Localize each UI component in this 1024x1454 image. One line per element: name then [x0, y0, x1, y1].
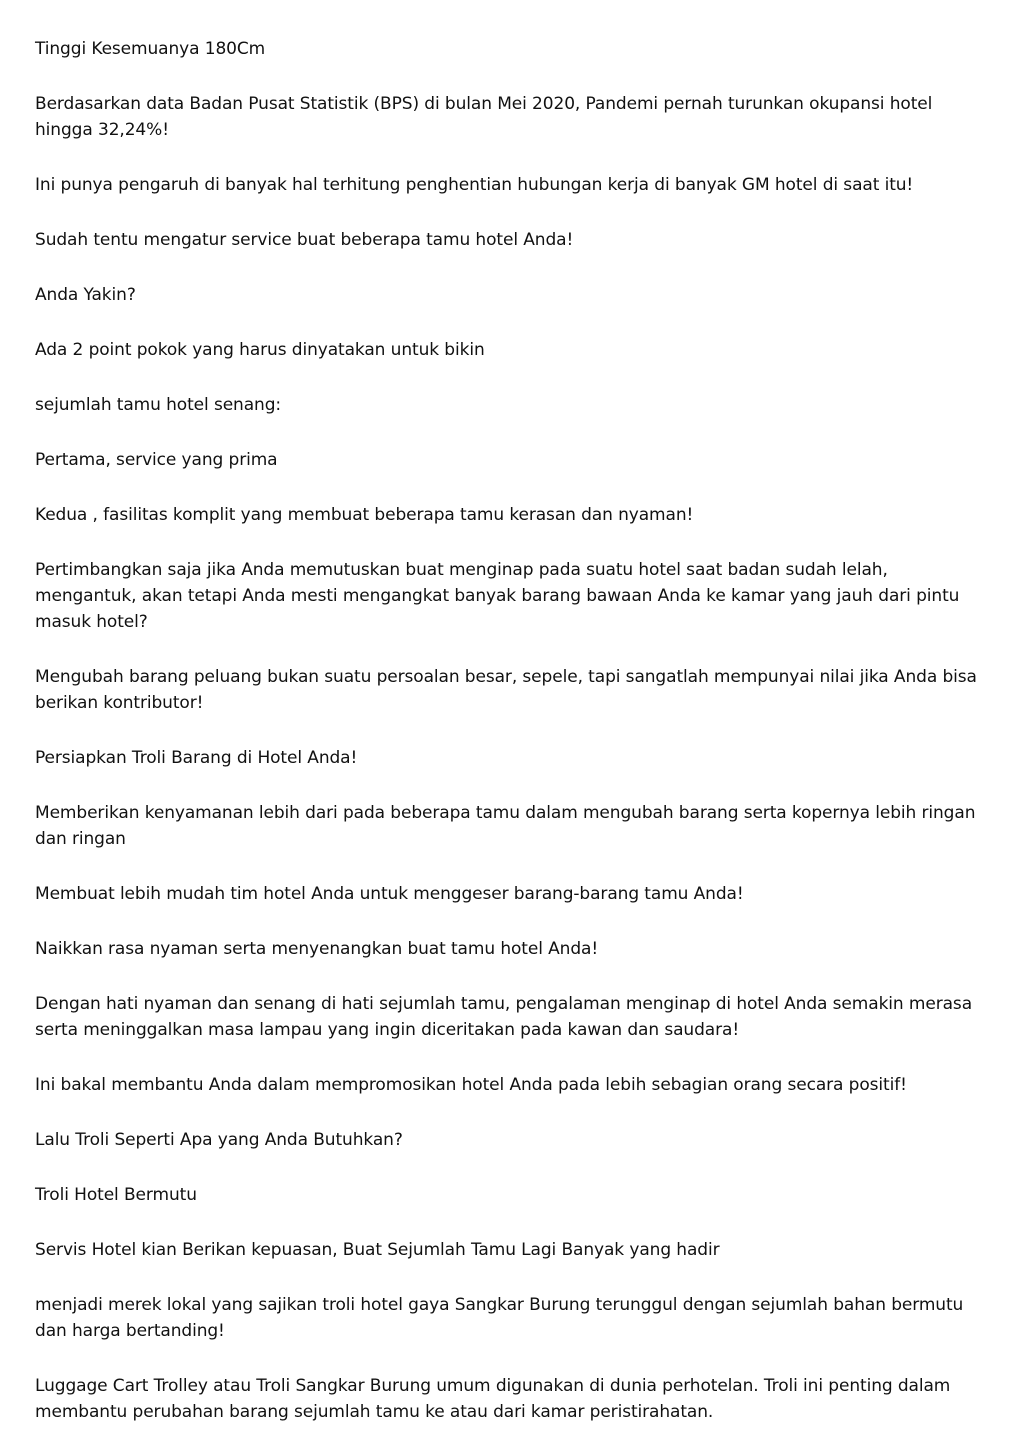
paragraph: menjadi merek lokal yang sajikan troli hotel gaya Sangkar Burung terunggul dengan sejumlah bahan bermutu dan harga bertanding! [35, 1295, 964, 1341]
paragraph: Persiapkan Troli Barang di Hotel Anda! [35, 748, 358, 768]
paragraph: Berdasarkan data Badan Pusat Statistik (BPS) di bulan Mei 2020, Pandemi pernah turunkan okupansi hotel hingga 32,24%! [35, 94, 933, 140]
paragraph: Naikkan rasa nyaman serta menyenangkan buat tamu hotel Anda! [35, 939, 599, 959]
paragraph: Kedua , fasilitas komplit yang membuat beberapa tamu kerasan dan nyaman! [35, 505, 694, 525]
paragraph: Sudah tentu mengatur service buat beberapa tamu hotel Anda! [35, 230, 574, 250]
paragraph: Tinggi Kesemuanya 180Cm [35, 39, 266, 59]
paragraph: Servis Hotel kian Berikan kepuasan, Buat Sejumlah Tamu Lagi Banyak yang hadir [35, 1240, 720, 1260]
paragraph: Ada 2 point pokok yang harus dinyatakan untuk bikin [35, 340, 485, 360]
paragraph: Dengan hati nyaman dan senang di hati sejumlah tamu, pengalaman menginap di hotel Anda semakin merasa serta meninggalkan masa lampau yang ingin diceritakan pada kawan dan saudara! [35, 994, 973, 1040]
paragraph: Anda Yakin? [35, 285, 136, 305]
paragraph: Ini bakal membantu Anda dalam mempromosikan hotel Anda pada lebih sebagian orang secara positif! [35, 1075, 907, 1095]
document-body [35, 36, 990, 1454]
paragraph: Ini punya pengaruh di banyak hal terhitung penghentian hubungan kerja di banyak GM hotel di saat itu! [35, 175, 914, 195]
paragraph: Luggage Cart Trolley atau Troli Sangkar Burung umum digunakan di dunia perhotelan. Troli ini penting dalam membantu perubahan barang sejumlah tamu ke atau dari kamar peristirahatan. [35, 1376, 951, 1422]
paragraph: Pertimbangkan saja jika Anda memutuskan buat menginap pada suatu hotel saat badan sudah lelah, mengantuk, akan tetapi Anda mesti mengangkat banyak barang bawaan Anda ke kamar yang jauh dari pintu masuk hotel? [35, 560, 960, 632]
paragraph: Troli Hotel Bermutu [35, 1185, 197, 1205]
paragraph: Memberikan kenyamanan lebih dari pada beberapa tamu dalam mengubah barang serta kopernya lebih ringan dan ringan [35, 803, 976, 849]
paragraph: sejumlah tamu hotel senang: [35, 395, 282, 415]
paragraph: Lalu Troli Seperti Apa yang Anda Butuhkan? [35, 1130, 403, 1150]
paragraph: Mengubah barang peluang bukan suatu persoalan besar, sepele, tapi sangatlah mempunyai nilai jika Anda bisa berikan kontributor! [35, 667, 977, 713]
paragraph: Membuat lebih mudah tim hotel Anda untuk menggeser barang-barang tamu Anda! [35, 884, 744, 904]
paragraph: Pertama, service yang prima [35, 450, 278, 470]
